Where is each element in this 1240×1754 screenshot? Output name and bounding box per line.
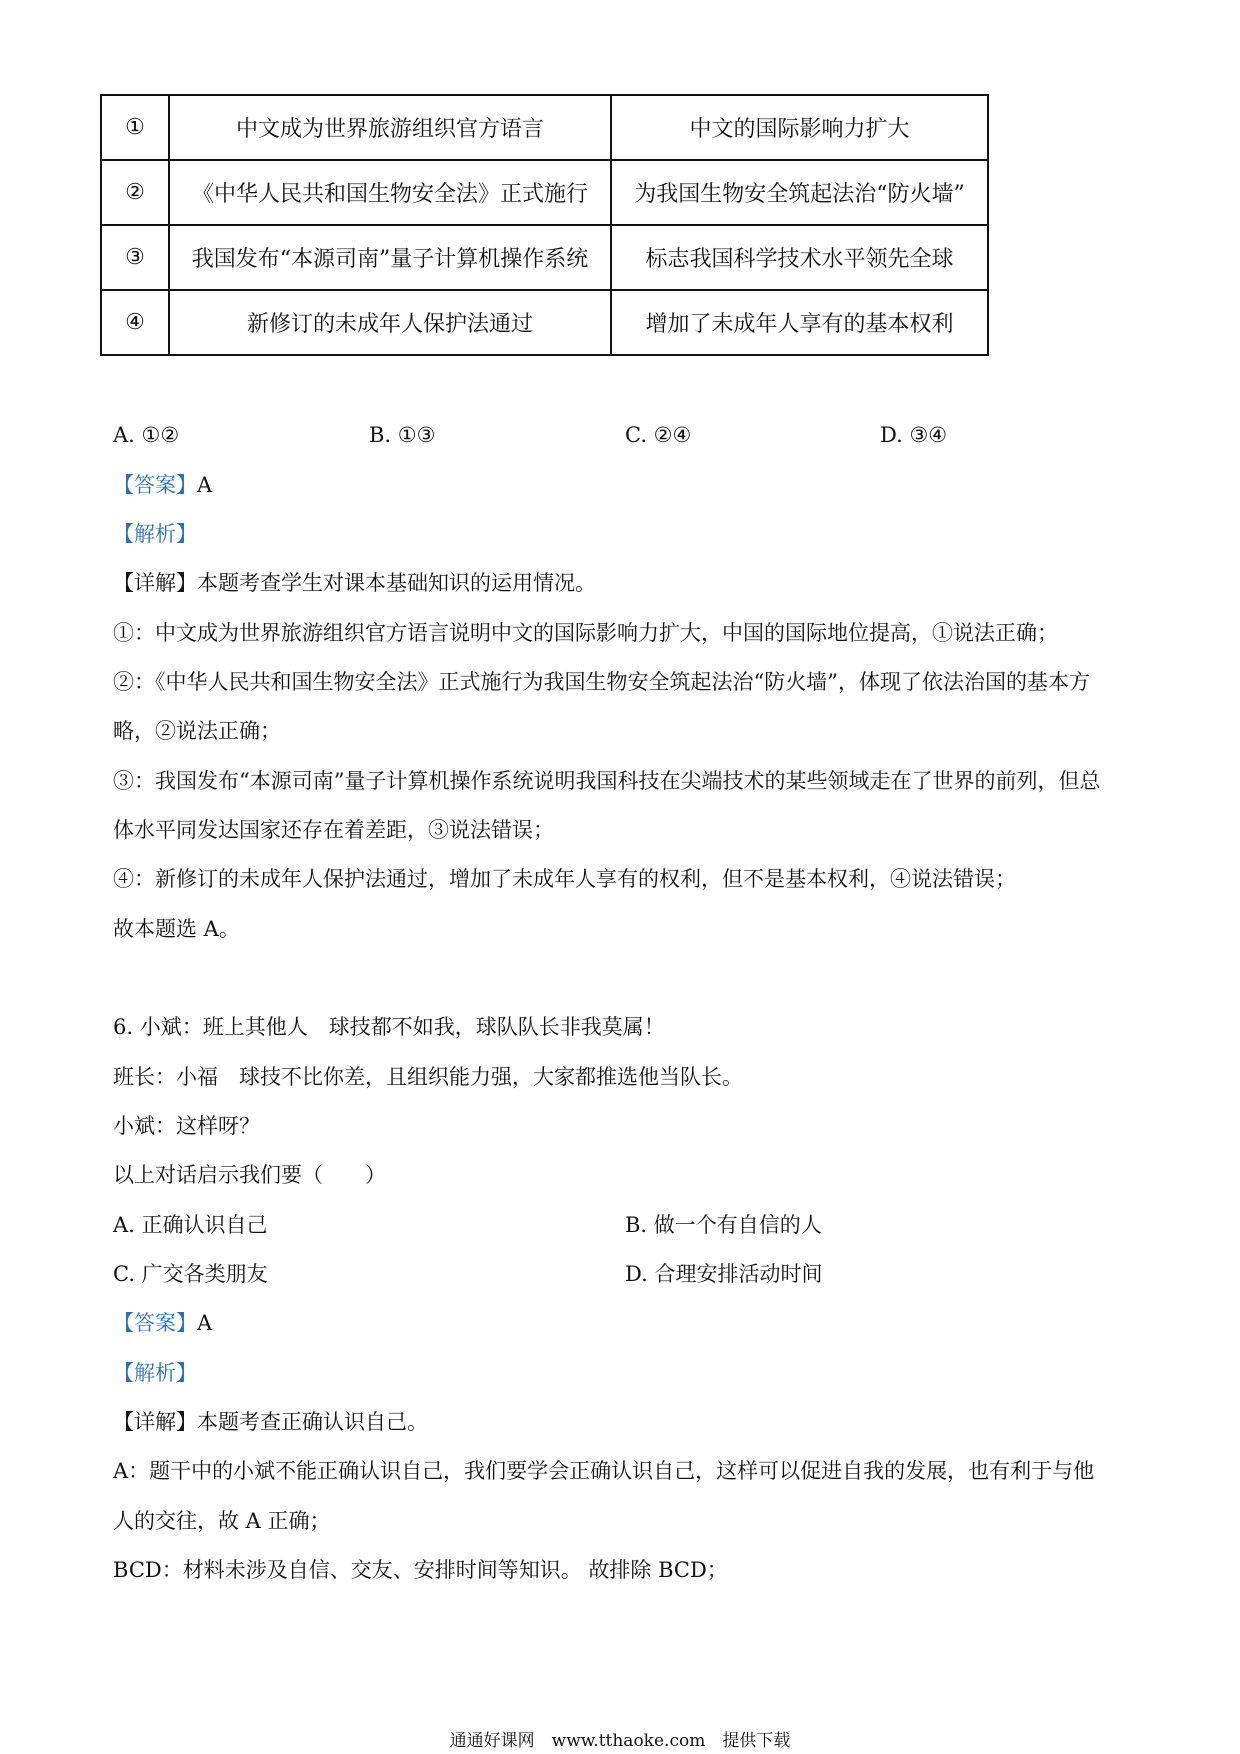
q6-analysis-label: 【解析】 (113, 1361, 197, 1385)
table-row (101, 95, 988, 160)
answer-label: 【答案】 (113, 1311, 197, 1335)
row-number: ③ (101, 225, 169, 290)
q6-line: 人的交往，故 A 正确； (113, 1509, 331, 1533)
detail-label: 【详解】 (113, 1410, 197, 1434)
detail-text: 本题考查学生对课本基础知识的运用情况。 (197, 571, 596, 595)
detail-text: 本题考查正确认识自己。 (197, 1410, 428, 1434)
event-cell: 中文成为世界旅游组织官方语言 (169, 95, 611, 160)
q6-stem-line: 6. 小斌：班上其他人 球技都不如我，球队队长非我莫属！ (113, 1015, 665, 1039)
q5-line: ④：新修订的未成年人保护法通过，增加了未成年人享有的权利，但不是基本权利，④说法错误； (113, 867, 1016, 891)
q5-option-b: B. ①③ (369, 423, 436, 447)
q6-option-d: D. 合理安排活动时间 (625, 1262, 823, 1286)
q6-stem-line: 小斌：这样呀？ (113, 1114, 260, 1138)
meaning-cell: 为我国生物安全筑起法治“防火墙” (611, 160, 988, 225)
table-row (101, 290, 988, 355)
q5-line: ③：我国发布“本源司南”量子计算机操作系统说明我国科技在尖端技术的某些领域走在了世界的前列，但总 (113, 769, 1101, 793)
meaning-cell: 增加了未成年人享有的基本权利 (611, 290, 988, 355)
event-cell: 《中华人民共和国生物安全法》正式施行 (169, 160, 611, 225)
q5-line: 体水平同发达国家还存在着差距，③说法错误； (113, 818, 554, 842)
q5-line: ①：中文成为世界旅游组织官方语言说明中文的国际影响力扩大，中国的国际地位提高，①说法正确； (113, 621, 1058, 645)
q5-line: 故本题选 A。 (113, 917, 240, 941)
q6-option-b: B. 做一个有自信的人 (625, 1213, 822, 1237)
q5-answer (113, 470, 212, 500)
detail-label: 【详解】 (113, 571, 197, 595)
answer-label: 【答案】 (113, 473, 197, 497)
q6-stem-line: 班长：小福 球技不比你差，且组织能力强，大家都推选他当队长。 (113, 1065, 743, 1089)
q6-detail (113, 1407, 428, 1437)
event-cell: 新修订的未成年人保护法通过 (169, 290, 611, 355)
answer-value: A (197, 473, 213, 497)
q5-option-a: A. ①② (113, 423, 180, 447)
meaning-cell: 标志我国科学技术水平领先全球 (611, 225, 988, 290)
q5-line: 略，②说法正确； (113, 719, 281, 743)
q6-line: BCD：材料未涉及自信、交友、安排时间等知识。 故排除 BCD； (113, 1558, 728, 1582)
row-number: ① (101, 95, 169, 160)
q5-line: ②：《中华人民共和国生物安全法》正式施行为我国生物安全筑起法治“防火墙”，体现了依法治国的基本方 (113, 670, 1090, 694)
q5-option-d: D. ③④ (880, 423, 948, 447)
q6-line: A：题干中的小斌不能正确认识自己，我们要学会正确认识自己，这样可以促进自我的发展，也有利于与他 (113, 1459, 1095, 1483)
q5-analysis-label: 【解析】 (113, 522, 197, 546)
events-table (100, 94, 989, 356)
row-number: ② (101, 160, 169, 225)
page-footer: 通通好课网 www.tthaoke.com 提供下载 (449, 1731, 791, 1751)
event-cell: 我国发布“本源司南”量子计算机操作系统 (169, 225, 611, 290)
q6-option-c: C. 广交各类朋友 (113, 1262, 268, 1286)
table-row (101, 225, 988, 290)
q6-stem-line: 以上对话启示我们要（ ） (113, 1163, 386, 1187)
q5-option-c: C. ②④ (625, 423, 692, 447)
meaning-cell: 中文的国际影响力扩大 (611, 95, 988, 160)
answer-value: A (197, 1311, 213, 1335)
q5-detail (113, 568, 596, 598)
q6-option-a: A. 正确认识自己 (113, 1213, 268, 1237)
q6-answer (113, 1308, 212, 1338)
table-row (101, 160, 988, 225)
row-number: ④ (101, 290, 169, 355)
